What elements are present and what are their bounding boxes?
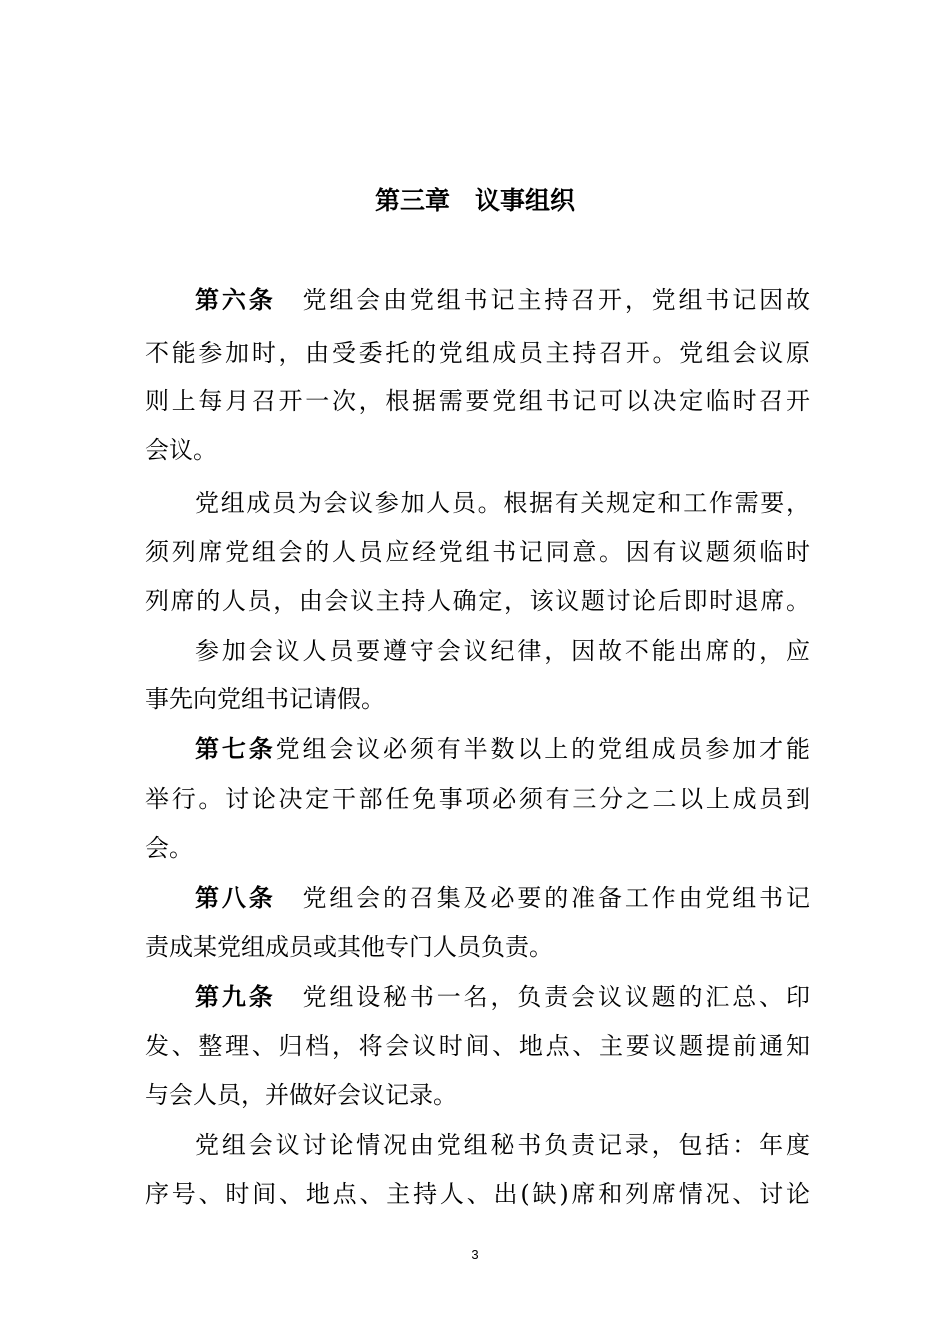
- paragraph-line: 发、整理、归档，将会议时间、地点、主要议题提前通知: [145, 1032, 810, 1060]
- paragraph-line: 序号、时间、地点、主持人、出(缺)席和列席情况、讨论: [145, 1180, 810, 1208]
- article-9-label: 第九条: [195, 983, 276, 1011]
- article-8-text: 党组会的召集及必要的准备工作由党组书记: [275, 884, 811, 912]
- article-9-line-1: [195, 978, 810, 1016]
- paragraph-line: 与会人员，并做好会议记录。: [145, 1081, 457, 1109]
- article-8-label: 第八条: [195, 884, 276, 912]
- article-7-label: 第七条: [195, 735, 276, 763]
- paragraph-line: 党组成员为会议参加人员。根据有关规定和工作需要，: [195, 489, 810, 517]
- paragraph-line: 会议。: [145, 436, 217, 464]
- paragraph-line: 责成某党组成员或其他专门人员负责。: [145, 933, 553, 961]
- article-6-label: 第六条: [195, 286, 276, 314]
- paragraph-line: 会。: [145, 834, 193, 862]
- paragraph-line: 不能参加时，由受委托的党组成员主持召开。党组会议原: [145, 339, 810, 367]
- paragraph-line: 举行。讨论决定干部任免事项必须有三分之二以上成员到: [145, 785, 810, 813]
- article-9-text: 党组设秘书一名，负责会议议题的汇总、印: [275, 983, 811, 1011]
- paragraph-line: 党组会议讨论情况由党组秘书负责记录，包括：年度: [195, 1131, 810, 1159]
- paragraph-line: 事先向党组书记请假。: [145, 685, 385, 713]
- article-7-line-1: [195, 730, 810, 768]
- article-7-text: 党组会议必须有半数以上的党组成员参加才能: [275, 735, 811, 763]
- article-6-text: 党组会由党组书记主持召开，党组书记因故: [275, 286, 811, 314]
- chapter-title: 第三章 议事组织: [374, 186, 575, 215]
- paragraph-line: 则上每月召开一次，根据需要党组书记可以决定临时召开: [145, 387, 810, 415]
- page-number: 3: [471, 1247, 479, 1262]
- article-8-line-1: [195, 879, 810, 917]
- paragraph-line: 须列席党组会的人员应经党组书记同意。因有议题须临时: [145, 538, 810, 566]
- paragraph-line: 参加会议人员要遵守会议纪律，因故不能出席的，应: [195, 637, 810, 665]
- paragraph-line: 列席的人员，由会议主持人确定，该议题讨论后即时退席。: [145, 587, 810, 615]
- article-6-line-1: [195, 281, 810, 319]
